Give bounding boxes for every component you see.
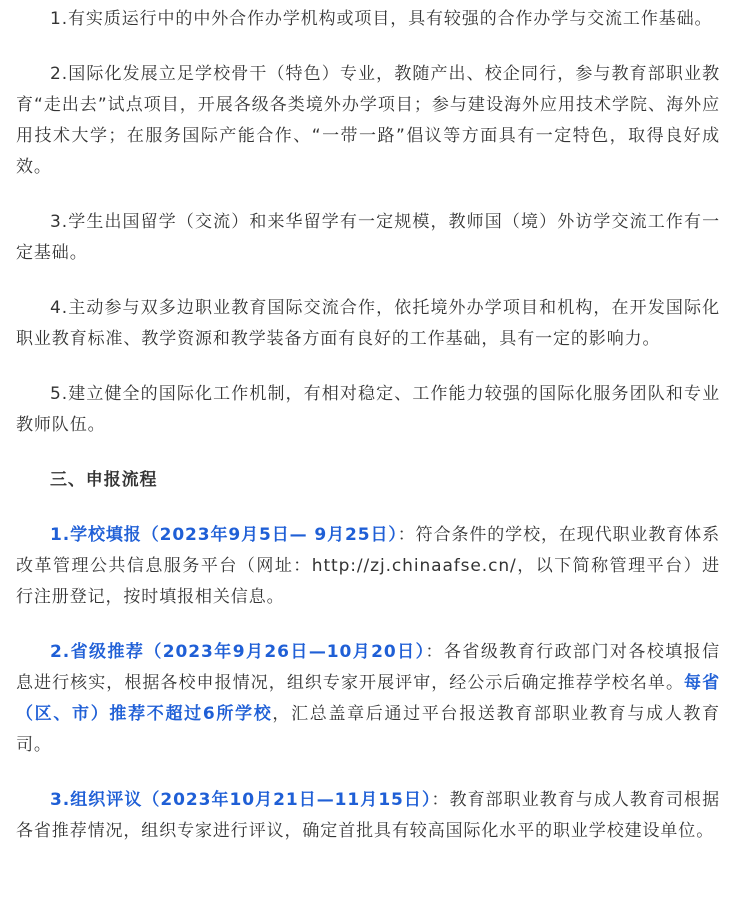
criteria-paragraph-5: 5.建立健全的国际化工作机制，有相对稳定、工作能力较强的国际化服务团队和专业教师队伍。	[16, 384, 720, 435]
step-tail-2: ，汇总盖章后通过平台报送教育部职业教育与成人教育司。	[16, 704, 720, 755]
step-paragraph-1	[16, 520, 720, 613]
step-body-2: ：各省级教育行政部门对各校填报信息进行核实，根据各校申报情况，组织专家开展评审，经公示后确定推荐学校名单。	[16, 642, 721, 693]
step-highlight-2: 每省（区、市）推荐不超过6所学校	[16, 673, 720, 724]
article-body	[0, 4, 730, 847]
criteria-paragraph-3: 3.学生出国留学（交流）和来华留学有一定规模，教师国（境）外访学交流工作有一定基础。	[16, 212, 720, 263]
criteria-paragraph-4: 4.主动参与双多边职业教育国际交流合作，依托境外办学项目和机构，在开发国际化职业教育标准、教学资源和教学装备方面有良好的工作基础，具有一定的影响力。	[16, 298, 720, 349]
step-paragraph-2	[16, 637, 720, 761]
step-body-3: ：教育部职业教育与成人教育司根据各省推荐情况，组织专家进行评议，确定首批具有较高国际化水平的职业学校建设单位。	[16, 790, 720, 841]
step-title-1: 1.学校填报（2023年9月5日— 9月25日）	[50, 525, 398, 545]
criteria-paragraph-1: 1.有实质运行中的中外合作办学机构或项目，具有较强的合作办学与交流工作基础。	[50, 9, 713, 29]
step-title-3: 3.组织评议（2023年10月21日—11月15日）	[50, 790, 432, 810]
step-body-1: ：符合条件的学校，在现代职业教育体系改革管理公共信息服务平台（网址：http://zj.chinaafse.cn/，以下简称管理平台）进行注册登记，按时填报相关信息。	[16, 525, 720, 607]
section-heading: 三、申报流程	[50, 470, 158, 490]
step-paragraph-3	[16, 785, 720, 847]
step-title-2: 2.省级推荐（2023年9月26日—10月20日）	[50, 642, 426, 662]
criteria-paragraph-2: 2.国际化发展立足学校骨干（特色）专业，教随产出、校企同行，参与教育部职业教育“走出去”试点项目，开展各级各类境外办学项目；参与建设海外应用技术学院、海外应用技术大学；在服务国际产能合作、“一带一路”倡议等方面具有一定特色，取得良好成效。	[16, 64, 720, 177]
